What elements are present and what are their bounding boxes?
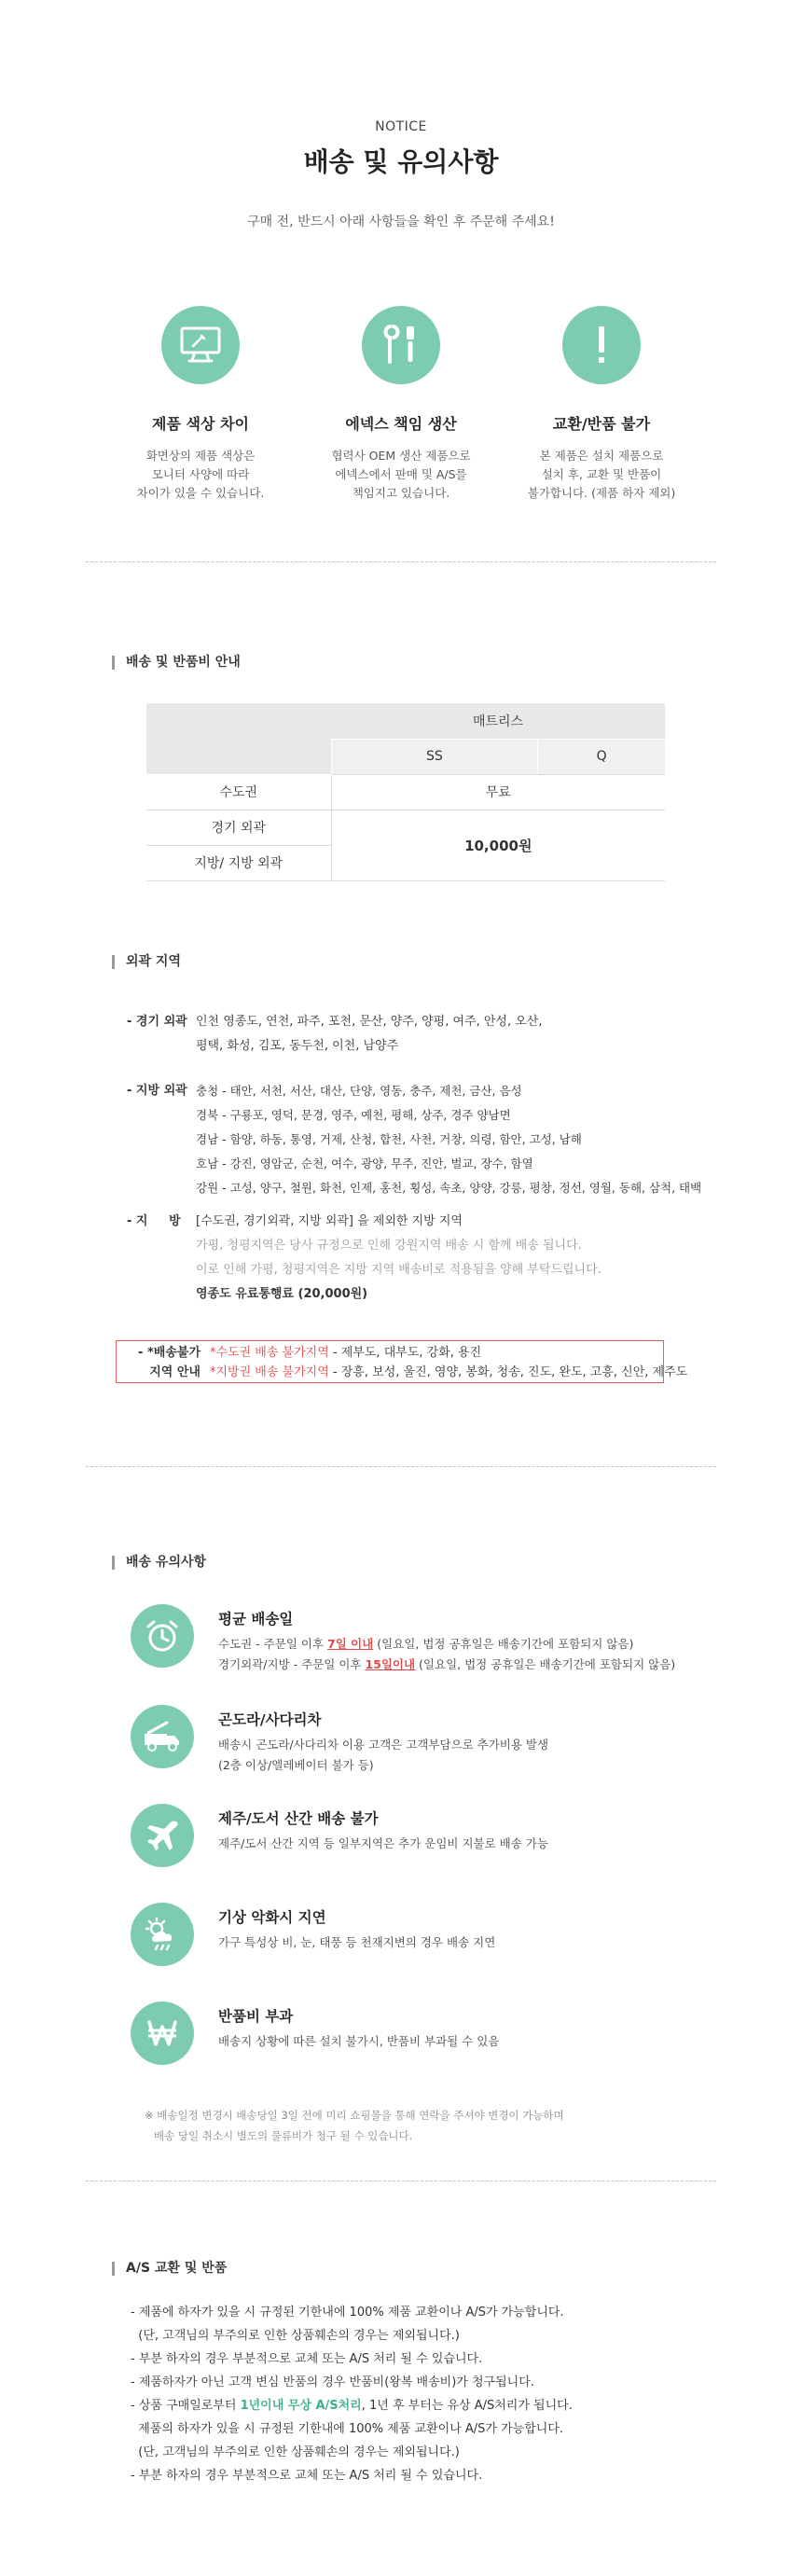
feature-color-difference <box>93 306 308 503</box>
as-heading: A/S 교환 및 반품 <box>112 2262 227 2276</box>
feature-no-return <box>494 306 709 503</box>
table-row-label: 지방/ 지방 외곽 <box>146 845 331 880</box>
list-item: - 부분 하자의 경우 부분적으로 교체 또는 A/S 처리 될 수 있습니다. <box>131 2352 483 2366</box>
table-col-header: SS <box>331 739 538 774</box>
shipping-fee-table <box>146 703 665 881</box>
notice-label: NOTICE <box>375 119 427 134</box>
airplane-icon <box>131 1804 194 1867</box>
delivery-heading: 배송 유의사항 <box>112 1556 206 1570</box>
list-item: (단, 고객님의 부주의로 인한 상품훼손의 경우는 제외됩니다.) <box>131 2445 460 2459</box>
page-subtitle: 구매 전, 반드시 아래 사항들을 확인 후 주문해 주세요! <box>247 215 555 229</box>
table-row-label: 수도권 <box>146 774 331 810</box>
outer-area-heading: 외곽 지역 <box>112 955 181 969</box>
list-item: - 제품에 하자가 있을 시 규정된 기한내에 100% 제품 교환이나 A/S가 가능합니다. <box>131 2306 564 2320</box>
area-gyeonggi: - 경기 외곽 인천 영종도, 연천, 파주, 포천, 문산, 양주, 양평, 여주, 안성, 오산, 평택, 화성, 김포, 동두천, 이천, 남양주 <box>127 1015 543 1053</box>
area-region: - 지방 외곽 충청 - 태안, 서천, 서산, 대산, 단양, 영동, 충주, 제천, 금산, 음성 경북 - 구룡포, 영덕, 문경, 영주, 예천, 평해, 상주, 경주 양남면 경남 - 함양, 하동, 통영, 거제, 산청, 합천, 사천, 거창, 의령, 함안, 고성, 남해 호남 - 강진, 영암군, 순천, 여수, 광양, 무주, 진안, 벌교, 장수, 함열 강원 - 고성, 양구, 철원, 화천, 인제, 홍천, 횡성, 속초, 양양, 강릉, 평창, 정선, 영월, 동해, 삼척, 태백 <box>127 1084 702 1195</box>
table-col-header: Q <box>538 739 665 774</box>
table-group-header: 매트리스 <box>331 703 665 739</box>
divider <box>86 1466 716 1467</box>
list-item: - 부분 하자의 경우 부분적으로 교체 또는 A/S 처리 될 수 있습니다. <box>131 2469 483 2483</box>
note-jeju-island: 제주/도서 산간 배송 불가 제주/도서 산간 지역 등 일부지역은 추가 운임비 지불로 배송 가능 <box>131 1804 727 1878</box>
note-return-fee: 반품비 부과 배송지 상황에 따른 설치 불가시, 반품비 부과될 수 있음 <box>131 2001 727 2076</box>
feature-title: 교환/반품 불가 <box>552 415 651 433</box>
feature-title: 제품 색상 차이 <box>152 415 249 433</box>
table-cell: 10,000원 <box>331 810 665 880</box>
table-corner <box>146 703 331 774</box>
feature-title: 에넥스 책임 생산 <box>345 415 457 433</box>
feature-desc: 화면상의 제품 색상은 모니터 사양에 따라 차이가 있을 수 있습니다. <box>136 449 265 500</box>
list-item: - 제품하자가 아닌 고객 변심 반품의 경우 반품비(왕복 배송비)가 청구됩니다. <box>131 2375 534 2389</box>
exclamation-icon <box>562 306 641 384</box>
list-item: - 상품 구매일로부터 1년이내 무상 A/S처리, 1년 후 부터는 유상 A/S처리가 됩니다. <box>131 2399 573 2413</box>
area-local: - 지 방 [수도권, 경기외곽, 지방 외곽] 을 제외한 지방 지역 가평, 청평지역은 당사 규정으로 인해 강원지역 배송 시 함께 배송 됩니다. 이로 인해 가평, 청평지역은 지방 지역 배송비로 적용됨을 양해 부탁드립니다. 영종도 유료통행료 (20,000원) <box>127 1214 602 1301</box>
feature-desc: 본 제품은 설치 제품으로 설치 후, 교환 및 반품이 불가합니다. (제품 하자 제외) <box>527 449 676 500</box>
divider <box>86 561 716 562</box>
list-item: 제품의 하자가 있을 시 규정된 기한내에 100% 제품 교환이나 A/S가 가능합니다. <box>131 2422 564 2436</box>
shipping-heading: 배송 및 반품비 안내 <box>112 656 241 670</box>
monitor-icon <box>161 306 240 384</box>
alarm-clock-icon <box>131 1604 194 1668</box>
page-title: 배송 및 유의사항 <box>303 146 499 177</box>
unavailable-area-box: - *배송불가 지역 안내 *수도권 배송 불가지역 - 제부도, 대부도, 강화, 용진 *지방권 배송 불가지역 - 장흥, 보성, 울진, 영양, 봉화, 청송, 진도, 완도, 고흥, 신안, 제주도 <box>116 1340 664 1383</box>
note-weather-delay: 기상 악화시 지연 가구 특성상 비, 눈, 태풍 등 천재지변의 경우 배송 지연 <box>131 1903 727 1977</box>
as-policy-list <box>131 2301 573 2487</box>
table-row-label: 경기 외곽 <box>146 810 331 845</box>
list-item: (단, 고객님의 부주의로 인한 상품훼손의 경우는 제외됩니다.) <box>131 2329 460 2343</box>
delivery-footnote: ※ 배송일정 변경시 배송당일 3일 전에 미리 쇼핑몰을 통해 연락을 주셔야 변경이 가능하며 배송 당일 취소시 별도의 물류비가 청구 될 수 있습니다. <box>145 2109 564 2142</box>
feature-oem-production <box>294 306 508 503</box>
won-icon <box>131 2001 194 2065</box>
weather-icon <box>131 1903 194 1966</box>
table-cell: 무료 <box>331 774 665 810</box>
feature-desc: 협력사 OEM 생산 제품으로 에넥스에서 판매 및 A/S를 책임지고 있습니다. <box>331 449 471 500</box>
truck-icon <box>131 1705 194 1768</box>
tools-icon <box>362 306 440 384</box>
note-average-delivery: 평균 배송일 수도권 - 주문일 이후 7일 이내 (일요일, 법정 공휴일은 배송기간에 포함되지 않음) 경기외곽/지방 - 주문일 이후 15일이내 (일요일, 법정 공휴일은 배송기간에 포함되지 않음) <box>131 1604 727 1679</box>
note-ladder-truck: 곤도라/사다리차 배송시 곤도라/사다리차 이용 고객은 고객부담으로 추가비용 발생 (2층 이상/엘레베이터 불가 등) <box>131 1705 727 1780</box>
